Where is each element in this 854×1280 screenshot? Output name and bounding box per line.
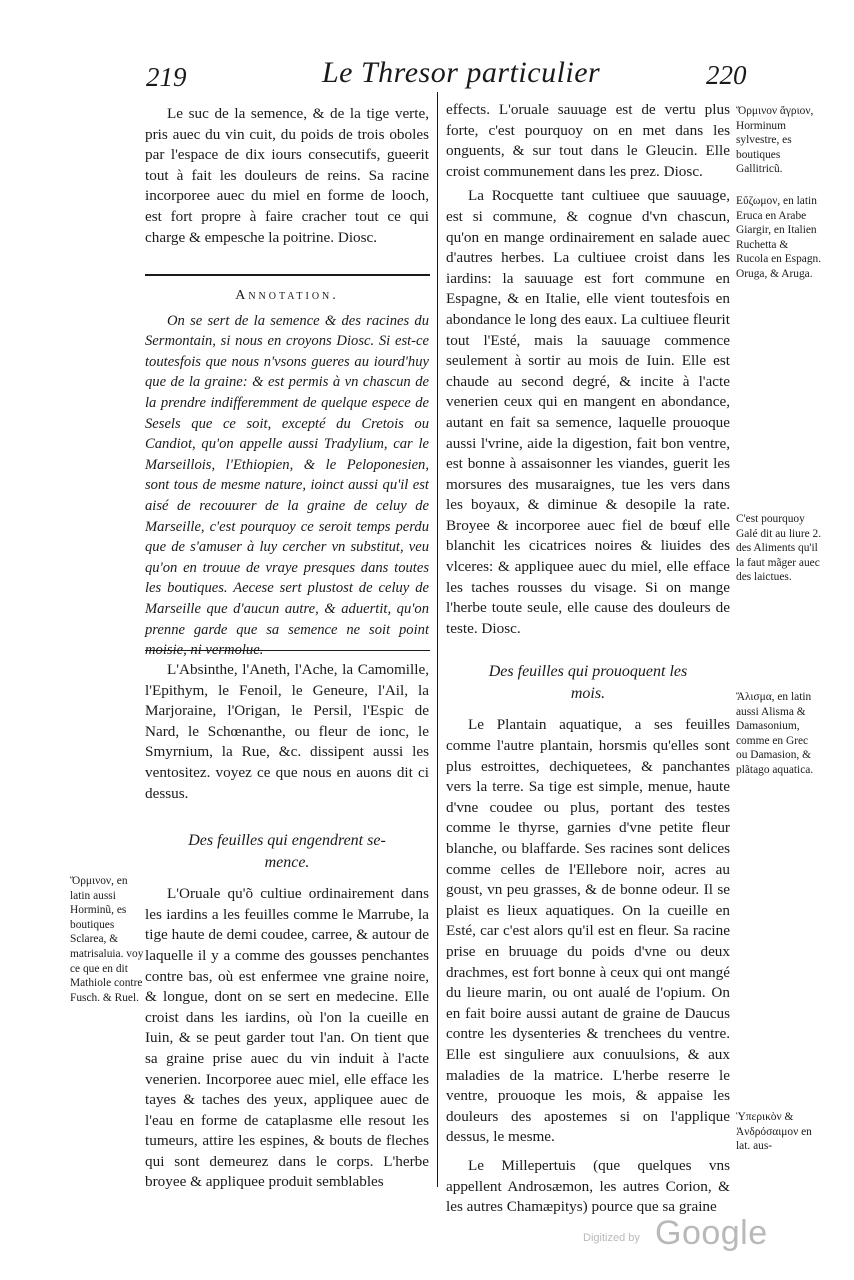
section-heading-semence-line1: Des feuilles qui engendrent se-	[188, 832, 386, 850]
list-paragraph: L'Absinthe, l'Aneth, l'Ache, la Camomille, l'Epithym, le Fenoil, le Geneure, l'Ail, la Marjoraine, l'Origan, le Persil, l'Espic de Nard, le Schœnanthe, ou fleur de ionc, le Smyrnium, la Rue, &c. dissipent aussi les ventositez. voyez ce que nous en auons dit ci dessus.	[145, 661, 429, 802]
orvale-paragraph: L'Oruale qu'õ cultiue ordinairement dans les iardins a les feuilles comme le Marrube, la tige haute de demi coudee, carree, & autour de laquelle il y a comme des gousses penchantes contre bas, où est enfermee vne graine noire, & longue, dont on se sert en medecine. Elle croist dans les iardins, où l'on la cueille en Iuin, & se peut garder tout l'an. On tient que sa graine prise auec du vin induit à l'acte venerien. Incorporee auec miel, elle efface les tayes & taches des yeux, appliquee auec de l'eau en forme de cataplasme elle resout les tumeurs, attire les espines, & bouts de fleches qui sont demeurez dans le corps. L'herbe broyee & appliquee produit semblables	[145, 885, 429, 1191]
opening-paragraph-left: Le suc de la semence, & de la tige verte, pris auec du vin cuit, du poids de trois oboles par l'espace de dix iours consecutifs, gueerit tout à fait les douleurs de reins. Sa racine incorporee auec du miel en forme de looch, est fort propre à faire cracher tout ce qui charge & empesche la poitrine. Diosc.	[145, 105, 429, 246]
section-heading-mois-line2: mois.	[570, 685, 606, 703]
left-column-lower	[145, 660, 429, 1193]
section-heading-mois	[446, 661, 730, 705]
right-column	[446, 100, 730, 1218]
opening-paragraph-right: effects. L'oruale sauuage est de vertu plus forte, c'est pourquoy on en met dans les onguents, & sur tout dans le Gleucin. Elle croist communement dans les prez. Diosc.	[446, 101, 730, 180]
annotation-heading: Annotation.	[235, 288, 339, 303]
annotation-rule	[145, 274, 430, 276]
section-heading-semence-line2: mence.	[264, 854, 310, 872]
roquette-paragraph: La Rocquette tant cultiuee que sauuage, est si commune, & cognue d'vn chascun, qu'on en mange ordinairement en salade auec d'autres herbes. La cultiuee croist dans les iardins: la sauuage est fort commune en Espagne, & en Italie, elle vient toutesfois en abondance le long des eaux. La cultiuee fleurit tout l'Esté, mais la sauuage commence seulement à sortir au mois de Iuin. Elle est chaude au second degré, & incite à l'acte venerien ceux qui en mangent en abondance, autant en fait sa semence, laquelle prouoque aussi l'vrine, aide la digestion, fait bon ventre, est bonne à assaisonner les viandes, guerit les morsures des musaraignes, tue les vers dans les boyaux, & diminue & desopile la rate. Broyee & incorporee auec fiel de bœuf elle blanchit les cicatrices noires & liuides des vlceres: & appliquee auec du miel, elle efface les taches rousses du visage. Si on mange l'herbe toute seule, elle cause des douleurs de teste. Diosc.	[446, 187, 730, 637]
right-margin-note-4: Ἄλισμα, en latin aussi Alisma & Damasonium, comme en Grec ou Damasion, & plãtago aquatica.	[736, 691, 814, 776]
left-margin-note: Ὅρμινον, en latin aussi Horminũ, es boutiques Sclarea, & matrisaluia. voy ce que en dit Mathiole contre Fusch. & Ruel.	[70, 875, 144, 1004]
annotation-end-rule	[145, 650, 430, 651]
section-heading-semence	[145, 830, 429, 874]
right-margin-note-2: Εὔζωμον, en latin Eruca en Arabe Giargir, en Italien Ruchetta & Rucola en Espagn. Oruga, & Aruga.	[736, 195, 822, 280]
right-margin-note-5: Ὑπερικὸν & Ἀνδρόσαιμον en lat. aus-	[736, 1111, 812, 1153]
right-margin-note-1: Ὅρμινον ἄγριον, Horminum sylvestre, es boutiques Gallitricũ.	[736, 105, 814, 176]
annotation-block	[145, 284, 429, 661]
left-page-number: 219	[146, 62, 187, 92]
right-margin-note-3: C'est pourquoy Galé dit au liure 2. des Aliments qu'il la faut mãger auec des laictues.	[736, 513, 822, 584]
running-title: Le Thresor particulier	[322, 56, 601, 89]
right-page-number: 220	[706, 60, 747, 90]
google-logo: Google	[655, 1214, 768, 1252]
column-divider	[437, 92, 438, 1187]
millepertuis-paragraph: Le Millepertuis (que quelques vns appellent Androsæmon, les autres Corion, & les autres Chamæpitys) pource que sa graine	[446, 1156, 730, 1216]
plantain-paragraph: Le Plantain aquatique, a ses feuilles comme l'autre plantain, horsmis qu'elles sont plus estroittes, dechiquetees, & panchantes vers la terre. Sa tige est simple, menue, haute d'vne coudee ou plus, portant des testes comme le thyrse, garnies d'vne petite fleur blanche, ou blaffarde. Ses racines sont delices comme celles de l'Ellebore noir, acres au goust, vn peu grasses, & de bonne odeur. Il se plaist es lieux aquatiques. On la cueille en Esté, car c'est alors qu'il est en fleur. Sa racine prise en bruuage du poids d'vne ou deux drachmes, est fort bonne à ceux qui ont mangé du lieure marin, ou ont aualé de l'opium. On en fait boire aussi autant de graine de Daucus contre les dysenteries & trenchees du ventre. Elle est singuliere aux conuulsions, & aux maladies de la matrice. L'herbe reserre le ventre, prouoque les mois, & appaise les douleurs des apostemes si on l'applique dessus, le mesme.	[446, 716, 730, 1146]
section-heading-mois-line1: Des feuilles qui prouoquent les	[488, 663, 688, 681]
digitized-by-label: Digitized by	[583, 1232, 640, 1244]
left-column	[145, 104, 429, 248]
annotation-text: On se sert de la semence & des racines du Sermontain, si nous en croyons Diosc. Si est-ce toutesfois que nous n'vsons gueres au iourd'huy que de la graine: & est permis à vn chascun de la prendre indifferemment de quelque espece de Sesels que ce soit, excepté du Cretois ou Candiot, qu'on appelle aussi Tradylium, car le Marseillois, l'Ethiopien, & le Peloponesien, sont tous de mesme nature, ioinct aussi qu'il est aisé de recouurer de la graine de celuy de Marseille, c'est pourquoy ce seroit temps perdu que de s'amuser à luy cercher vn substitut, veu qu'on en trouue de vraye presques dans toutes les boutiques. Aecese sert plustost de celuy de Marseille que d'aucun autre, & aduertit, qu'on prenne garde que sa semence ne soit point moisie, ni vermolue.	[145, 312, 429, 659]
